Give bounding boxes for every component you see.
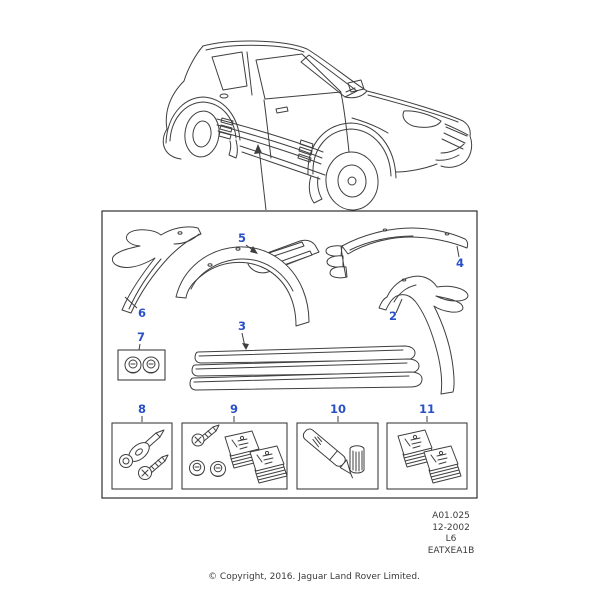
callout-2[interactable]: 2 [388,309,398,323]
part-4-wheel-arch-moulding[interactable] [326,228,468,278]
callout-8[interactable]: 8 [137,402,147,416]
callout-6[interactable]: 6 [137,306,147,320]
fitting-kit-box-9[interactable] [182,423,287,489]
vehicle-illustration [163,41,471,213]
part-6-wheel-arch-moulding[interactable] [112,227,201,313]
fixings-box-8[interactable] [112,423,172,489]
part-5-wheel-arch-moulding[interactable] [176,240,319,326]
part-7-grommet-pack[interactable] [118,350,165,380]
marker-pen-box-10[interactable] [297,423,378,489]
callout-9[interactable]: 9 [229,402,239,416]
callout-5[interactable]: 5 [237,231,247,245]
ref-catalog-code: EATXEA1B [427,545,475,556]
ref-date: 12-2002 [432,522,470,533]
callout-10[interactable]: 10 [329,402,347,416]
callout-7[interactable]: 7 [136,330,146,344]
part-3-side-moulding-strips[interactable] [190,346,422,390]
wipes-box-11[interactable] [387,423,467,489]
drawing-reference-block [401,511,501,557]
copyright-notice: © Copyright, 2016. Jaguar Land Rover Limited. [208,572,420,582]
ref-drawing-number: A01.025 [432,511,470,521]
callout-11[interactable]: 11 [418,402,436,416]
callout-4[interactable]: 4 [455,256,465,270]
ref-model-code: L6 [445,534,457,545]
callout-3[interactable]: 3 [237,319,247,333]
